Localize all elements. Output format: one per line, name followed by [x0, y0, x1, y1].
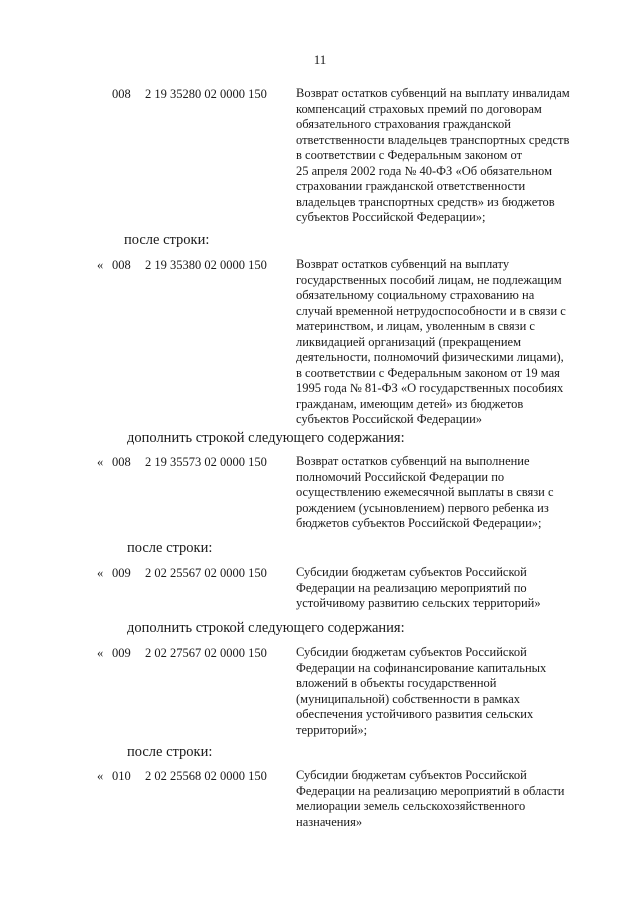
description-line: обеспечения устойчивого развития сельских	[296, 707, 534, 721]
page-number: 11	[313, 52, 327, 67]
description-line: субъектов Российской Федерации»;	[296, 210, 486, 224]
opening-quote: «	[97, 566, 104, 580]
description-line: 25 апреля 2002 года № 40-ФЗ «Об обязательном	[296, 163, 552, 178]
description-line: бюджетов субъектов Российской Федерации»;	[296, 516, 542, 530]
description-line: Федерации на реализацию мероприятий по	[296, 580, 527, 595]
instruction-text: дополнить строкой следующего содержания:	[127, 430, 405, 446]
description-line: ликвидацией организаций (прекращением	[296, 334, 522, 349]
budget-code: 2 02 25567 02 0000 150	[145, 566, 267, 580]
description-line: территорий»;	[296, 722, 368, 737]
description-line: Возврат остатков субвенций на выполнение	[296, 454, 530, 468]
row-description	[296, 645, 596, 738]
description-line: Субсидии бюджетам субъектов Российской	[296, 768, 527, 782]
instruction-text: после строки:	[127, 744, 213, 760]
row-description	[296, 768, 596, 830]
description-line: случай временной нетрудоспособности и в связи с	[296, 303, 566, 318]
description-line: Федерации на реализацию мероприятий в области	[296, 783, 565, 798]
budget-code: 2 02 27567 02 0000 150	[145, 646, 267, 660]
description-line: ответственности владельцев транспортных средств	[296, 132, 570, 147]
description-line: 1995 года № 81-ФЗ «О государственных пособиях	[296, 381, 564, 395]
description-line: в соответствии с Федеральным законом от	[296, 148, 523, 162]
row-description	[296, 86, 596, 226]
opening-quote: «	[97, 455, 104, 469]
admin-code: 008	[112, 87, 131, 101]
admin-code: 009	[112, 646, 131, 660]
budget-code: 2 19 35280 02 0000 150	[145, 87, 267, 101]
admin-code: 009	[112, 566, 131, 580]
budget-code: 2 02 25568 02 0000 150	[145, 769, 267, 783]
description-line: рождением (усыновлением) первого ребенка из	[296, 500, 549, 515]
description-line: Возврат остатков субвенций на выплату инвалидам	[296, 86, 570, 100]
description-line: назначения»	[296, 814, 363, 829]
instruction-text: дополнить строкой следующего содержания:	[127, 620, 405, 636]
description-line: осуществлению ежемесячной выплаты в связи с	[296, 485, 554, 499]
admin-code: 008	[112, 455, 131, 469]
description-line: государственных пособий лицам, не подлежащим	[296, 272, 562, 287]
description-line: Субсидии бюджетам субъектов Российской	[296, 565, 527, 579]
description-line: компенсаций страховых премий по договорам	[296, 101, 542, 116]
description-line: в соответствии с Федеральным законом от 19 мая	[296, 365, 560, 380]
row-description	[296, 257, 596, 428]
description-line: устойчивому развитию сельских территорий»	[296, 596, 541, 610]
opening-quote: «	[97, 769, 104, 783]
budget-code: 2 19 35380 02 0000 150	[145, 258, 267, 272]
description-line: Субсидии бюджетам субъектов Российской	[296, 645, 527, 659]
description-line: Федерации на софинансирование капитальных	[296, 660, 547, 675]
description-line: гражданам, имеющим детей» из бюджетов	[296, 396, 524, 411]
description-line: обязательному социальному страхованию на	[296, 288, 535, 302]
description-line: владельцев транспортных средств» из бюджетов	[296, 194, 555, 209]
budget-code: 2 19 35573 02 0000 150	[145, 455, 267, 469]
description-line: обязательного страхования гражданской	[296, 117, 511, 131]
row-description	[296, 565, 596, 612]
description-line: вложений в объекты государственной	[296, 676, 497, 690]
instruction-text: после строки:	[127, 540, 213, 556]
instruction-text: после строки:	[124, 232, 210, 248]
description-line: Возврат остатков субвенций на выплату	[296, 257, 510, 271]
description-line: материнством, и лицам, уволенным в связи с	[296, 319, 535, 333]
opening-quote: «	[97, 646, 104, 660]
description-line: страховании гражданской ответственности	[296, 179, 526, 193]
description-line: деятельности, полномочий физическими лицами),	[296, 350, 564, 364]
row-description	[296, 454, 596, 532]
admin-code: 008	[112, 258, 131, 272]
description-line: субъектов Российской Федерации»	[296, 412, 483, 426]
admin-code: 010	[112, 769, 131, 783]
description-line: мелиорации земель сельскохозяйственного	[296, 799, 526, 813]
opening-quote: «	[97, 258, 104, 272]
description-line: полномочий Российской Федерации по	[296, 469, 505, 484]
description-line: (муниципальной) собственности в рамках	[296, 691, 521, 706]
